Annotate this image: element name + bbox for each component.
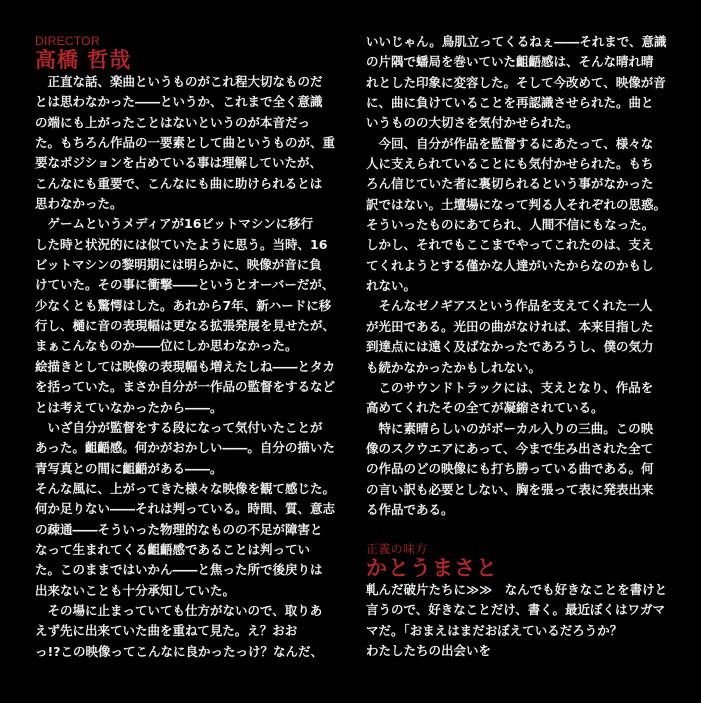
director-name: 高橋 哲哉 [35, 47, 132, 72]
director-column [35, 34, 335, 662]
text-line: 絵描きとしては映像の表現幅も増えたしね――とタカ [35, 358, 336, 374]
text-line: 要なポジションを占めている事は理解していたが、 [35, 155, 322, 171]
text-line: の言い訳も必要としない、胸を張って表に発表出来 [366, 481, 654, 497]
text-line: そんな風に、上がってきた様々な映像を観て感じた。 [35, 480, 336, 496]
text-line: した時と状況的には似ていたように思う。当時、16 [35, 236, 328, 252]
text-line: 思わなかった。 [35, 196, 123, 212]
text-line: そういったものにあてられ、人間不信にもなった。 [366, 217, 655, 233]
text-line: 行し、樋に音の表現幅は更なる拡張発展を見せたが、 [35, 318, 336, 334]
text-line: えず先に出来ていた曲を重ねて見た。え？おお [35, 623, 298, 639]
text-line: とは考えていなかったから――。 [35, 399, 223, 415]
text-line: 青写真との間に齟齬がある――。 [35, 460, 223, 476]
text-line: ゲームというメディアが16ビットマシンに移行 [35, 216, 314, 232]
text-line: まぁこんなものか――位にしか思わなかった。 [35, 338, 298, 354]
text-line: の作品のどの映像にも打ち勝っている曲である。何 [366, 461, 654, 477]
text-line: の疎通――そういった物理的なものの不足が障害と [35, 521, 323, 537]
text-line: 到達点には遠く及ばなかったであろうし、僕の気力 [366, 339, 654, 355]
text-line: てくれようとする僅かな人達がいたからなのかもし [366, 257, 654, 273]
text-line: れとした印象に変容した。そして今改めて、映像が音 [366, 74, 666, 90]
text-line: その場に止まっていても仕方がないので、取りあ [35, 602, 323, 618]
text-line: しかし、それでもここまでやってこれたのは、支え [366, 237, 654, 253]
text-line: このサウンドトラックには、支えとなり、作品を [366, 379, 654, 395]
text-line: 高めてくれたその全てが凝縮されている。 [366, 400, 604, 416]
text-line: 人に支えられていることにも気付かせられた。もち [366, 156, 654, 172]
text-line: 軋んだ破片たちに≫≫ なんでも好きなことを書けと [366, 582, 668, 597]
text-line: いざ自分が監督をする段になって気付いたことが [35, 419, 323, 435]
text-line: こんなにも重要で、こんなにも曲に助けられるとは [35, 175, 323, 191]
text-line: 正直な話、楽曲というものがこれ程大切なものだ [35, 74, 323, 89]
director-role: DIRECTOR [35, 34, 100, 48]
second-author-text [366, 580, 676, 661]
text-line: 特に素晴らしいのがボーカル入りの三曲。この映 [366, 420, 654, 436]
second-author-name: かとうまさと [366, 555, 498, 580]
director-text [35, 72, 335, 662]
text-line: マだ。「おまえはまだおぼえているだろうか？ [366, 622, 623, 638]
text-line: いうものの大切さを気付かせられた。 [366, 115, 579, 131]
second-author-role: 正義の味方 [366, 542, 428, 556]
text-line: そんなゼノギアスという作品を支えてくれた一人 [366, 298, 653, 314]
text-line: れない。 [366, 278, 417, 294]
text-line: あった。齟齬感。何かがおかしい――。自分の描いた [35, 440, 335, 456]
text-line: ビットマシンの黎明期には明らかに、映像が音に負 [35, 257, 322, 273]
text-line: 少なくとも驚愕はした。あれから7年、新ハードに移 [35, 297, 332, 313]
text-line: に、曲に負けていることを再認識させられた。曲と [366, 95, 654, 111]
text-line: の端にも上がったことはないというのが本音だっ [35, 114, 311, 130]
text-line: なって生まれてくる齟齬感であることは判ってい [35, 541, 311, 557]
text-line: が光田である。光田の曲がなければ、本来目指した [366, 318, 654, 334]
text-line: も続かなかったかもしれない。 [366, 359, 542, 375]
text-line: 言うので、好きなことだけ、書く。最近ぼくはワガマ [366, 602, 666, 618]
second-author-column [366, 542, 676, 661]
text-line: 像のスクウエアにあって、今まで生み出された全て [366, 440, 654, 456]
text-line: 訳ではない。土壇場になって判る人それぞれの思惑。 [366, 196, 667, 212]
text-line: を括っていた。まさか自分が一作品の監督をするなど [35, 379, 336, 395]
director-text-continued [366, 32, 676, 520]
text-line: た。もちろん作品の一要素として曲というものが、重 [35, 135, 336, 151]
text-line: けていた。その事に衝撃――というとオーバーだが、 [35, 277, 335, 293]
text-line: とは思わなかった――というか、これまで全く意識 [35, 94, 323, 110]
text-line: いいじゃん。鳥肌立ってくるねぇ――それまで、意識 [366, 34, 667, 49]
text-line: っ!?この映像ってこんなに良かったっけ？なんだ、 [35, 643, 323, 659]
text-line: 出来ないことも十分承知していた。 [35, 582, 236, 598]
text-line: 何か足りない――それは判っている。時間、質、意志 [35, 501, 336, 517]
text-line: た。このままではいかん――と焦った所で後戻りは [35, 562, 323, 578]
text-line: 今回、自分が作品を監督するにあたって、様々な [366, 135, 654, 151]
text-line: る作品である。 [366, 501, 454, 517]
text-line: ろん信じていた者に裏切られるという事がなかった [366, 176, 654, 192]
text-line: わたしたちの出会いを [366, 643, 492, 659]
text-line: の片隅で蟠局を巻いていた齟齬感は、そんな晴れ晴 [366, 54, 654, 70]
